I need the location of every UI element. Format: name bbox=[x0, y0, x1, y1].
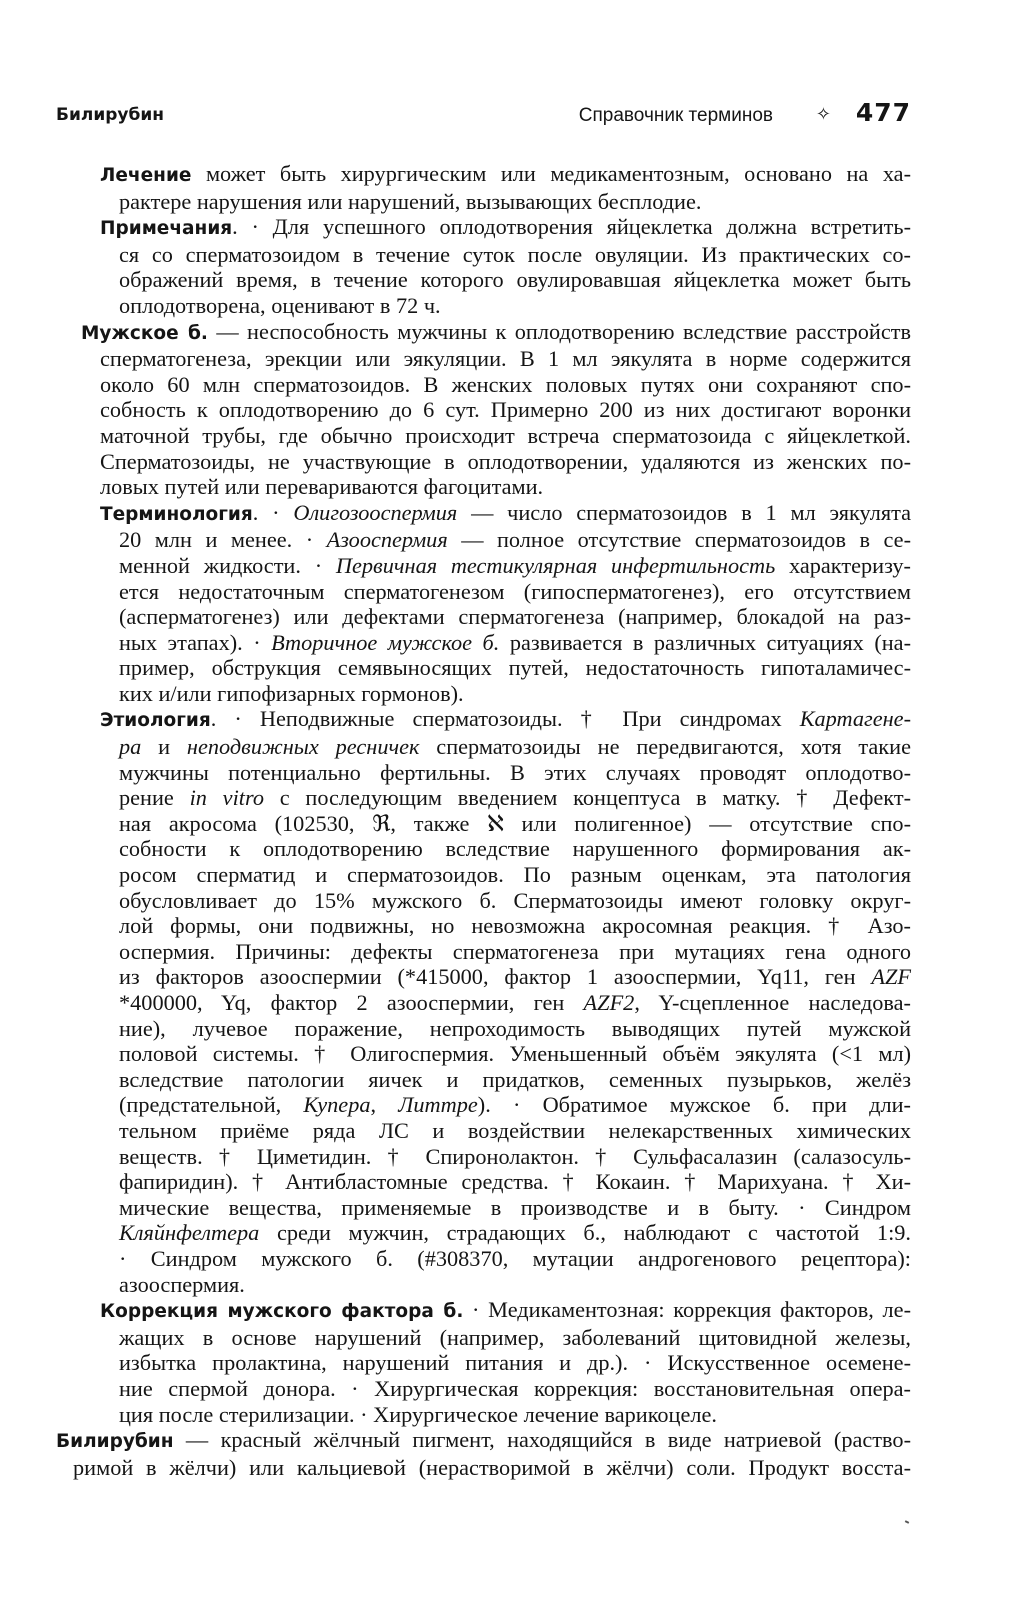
header-book-title: Справочник терминов bbox=[578, 105, 773, 126]
text-line: рение in vitro с последующим введением концептуса в матку. † Дефект- bbox=[119, 785, 911, 811]
text-line: ображений время, в течение которого овулировавшая яйцеклетка может быть bbox=[119, 267, 911, 293]
text-line: вследствие патологии яичек и придатков, семенных пузырьков, желёз bbox=[119, 1066, 911, 1092]
text-line: ловых путей или перевариваются фагоцитами. bbox=[100, 474, 544, 500]
text-line: половой системы. † Олигоспермия. Уменьшенный объём эякулята (<1 мл) bbox=[119, 1041, 911, 1067]
text-line: Сперматозоиды, не участвующие в оплодотворении, удаляются из женских по- bbox=[100, 448, 911, 474]
text-line: азооспермия. bbox=[119, 1271, 245, 1297]
text-line: ная акросома (102530, ℜ, также ℵ или полигенное) — отсутствие спо- bbox=[119, 810, 911, 836]
text-line: Этиология. · Неподвижные сперматозоиды. † При синдромах Картагене- bbox=[100, 706, 911, 732]
text-line: ных этапах). · Вторичное мужское б. развивается в различных ситуациях (на- bbox=[119, 629, 912, 655]
text-line: ких и/или гипофизарных гормонов). bbox=[119, 680, 464, 706]
diamond-icon: ✧ bbox=[815, 104, 831, 125]
subsection-term: Лечение bbox=[100, 165, 192, 186]
text-line: оплодотворена, оценивают в 72 ч. bbox=[119, 292, 441, 318]
text-line: Мужское б. — неспособность мужчины к оплодотворению вследствие расстройств bbox=[81, 318, 912, 344]
entry-term: Мужское б. bbox=[81, 322, 208, 344]
text-line: лой формы, они подвижны, но невозможна акросомная реакция. † Азо- bbox=[119, 913, 911, 939]
scan-speck bbox=[905, 1520, 909, 1524]
page-number: 477 bbox=[855, 98, 911, 127]
running-header bbox=[56, 97, 911, 137]
text-line: мужчины потенциально фертильны. В этих случаях проводят оплодотво- bbox=[119, 759, 911, 785]
text-line: ра и неподвижных ресничек сперматозоиды не передвигаются, хотя такие bbox=[119, 734, 911, 760]
text-line: собность к оплодотворению до 6 сут. Примерно 200 из них достигают воронки bbox=[100, 397, 911, 423]
text-line: Билирубин — красный жёлчный пигмент, находящийся в виде натриевой (раство- bbox=[56, 1427, 911, 1453]
text-line: (асперматогенез) или дефектами сперматогенеза (например, блокадой на раз- bbox=[119, 604, 911, 630]
text-line: маточной трубы, где обычно происходит встреча сперматозоида с яйцеклеткой. bbox=[100, 422, 911, 448]
subsection-term: Коррекция мужского фактора б. bbox=[100, 1301, 464, 1323]
text-line: Коррекция мужского фактора б. · Медикаментозная: коррекция факторов, ле- bbox=[100, 1297, 912, 1323]
text-line: рактере нарушения или нарушений, вызывающих бесплодие. bbox=[119, 188, 702, 214]
text-line: ся со сперматозоидом в течение суток после овуляции. Из практических со- bbox=[119, 241, 911, 267]
text-line: римой в жёлчи) или кальциевой (нерастворимой в жёлчи) соли. Продукт восста- bbox=[73, 1454, 911, 1480]
text-line: ется недостаточным сперматогенезом (гипосперматогенез), его отсутствием bbox=[119, 578, 911, 604]
text-line: менной жидкости. · Первичная тестикулярная инфертильность характеризу- bbox=[119, 552, 911, 578]
text-line: Кляйнфелтера среди мужчин, страдающих б., наблюдают с частотой 1:9. bbox=[119, 1220, 911, 1246]
text-line: избытка пролактина, нарушений питания и др.). · Искусственное осемене- bbox=[119, 1350, 911, 1376]
subsection-term: Примечания bbox=[100, 218, 233, 240]
text-line: ция после стерилизации. · Хирургическое лечение варикоцеле. bbox=[119, 1401, 717, 1427]
text-line: ние спермой донора. · Хирургическая коррекция: восстановительная опера- bbox=[119, 1375, 911, 1401]
text-line: сперматогенеза, эрекции или эякуляции. В 1 мл эякулята в норме содержится bbox=[100, 346, 911, 372]
subsection-term: Терминология bbox=[100, 503, 253, 525]
text-line: фапиридин). † Антибластомные средства. † Кокаин. † Марихуана. † Хи- bbox=[119, 1169, 911, 1195]
page-body bbox=[56, 161, 911, 1480]
text-line: оспермия. Причины: дефекты сперматогенеза при мутациях гена одного bbox=[119, 938, 911, 964]
text-line: росом сперматид и сперматозоидов. По разным оценкам, эта патология bbox=[119, 862, 911, 888]
text-line: из факторов азооспермии (*415000, фактор 1 азооспермии, Yq11, ген AZF bbox=[119, 964, 911, 990]
text-line: собности к оплодотворению вследствие нарушенного формирования ак- bbox=[119, 836, 911, 862]
text-line: 20 млн и менее. · Азооспермия — полное отсутствие сперматозоидов в се- bbox=[119, 527, 912, 553]
text-line: обусловливает до 15% мужского б. Сперматозоиды имеют головку округ- bbox=[119, 887, 911, 913]
text-line: (предстательной, Купера, Литтре). · Обратимое мужское б. при дли- bbox=[119, 1092, 911, 1118]
text-line: Лечение может быть хирургическим или медикаментозным, основано на ха- bbox=[100, 161, 911, 186]
entry-term: Билирубин bbox=[56, 1431, 174, 1453]
header-section-title: Билирубин bbox=[56, 105, 165, 125]
text-line: *400000, Yq, фактор 2 азооспермии, ген AZF2, Y-сцепленное наследова- bbox=[119, 990, 911, 1015]
text-line: пример, обструкция семявыносящих путей, недостаточность гипоталамичес- bbox=[119, 655, 911, 681]
text-line: тельном приёме ряда ЛС и воздействии нелекарственных химических bbox=[119, 1117, 911, 1143]
text-line: мические вещества, применяемые в производстве и в быту. · Синдром bbox=[119, 1194, 911, 1220]
text-line: Примечания. · Для успешного оплодотворения яйцеклетка должна встретить- bbox=[100, 214, 911, 240]
text-line: · Синдром мужского б. (#308370, мутации андрогенового рецептора): bbox=[119, 1245, 911, 1271]
text-line: ние), лучевое поражение, непроходимость выводящих путей мужской bbox=[119, 1015, 911, 1041]
text-line: веществ. † Циметидин. † Спиронолактон. † Сульфасалазин (салазосуль- bbox=[119, 1143, 911, 1169]
text-line: Терминология. · Олигозооспермия — число сперматозоидов в 1 мл эякулята bbox=[100, 499, 912, 525]
subsection-term: Этиология bbox=[100, 710, 211, 732]
text-line: около 60 млн сперматозоидов. В женских половых путях они сохраняют спо- bbox=[100, 371, 911, 397]
text-line: жащих в основе нарушений (например, заболеваний щитовидной железы, bbox=[119, 1324, 911, 1350]
